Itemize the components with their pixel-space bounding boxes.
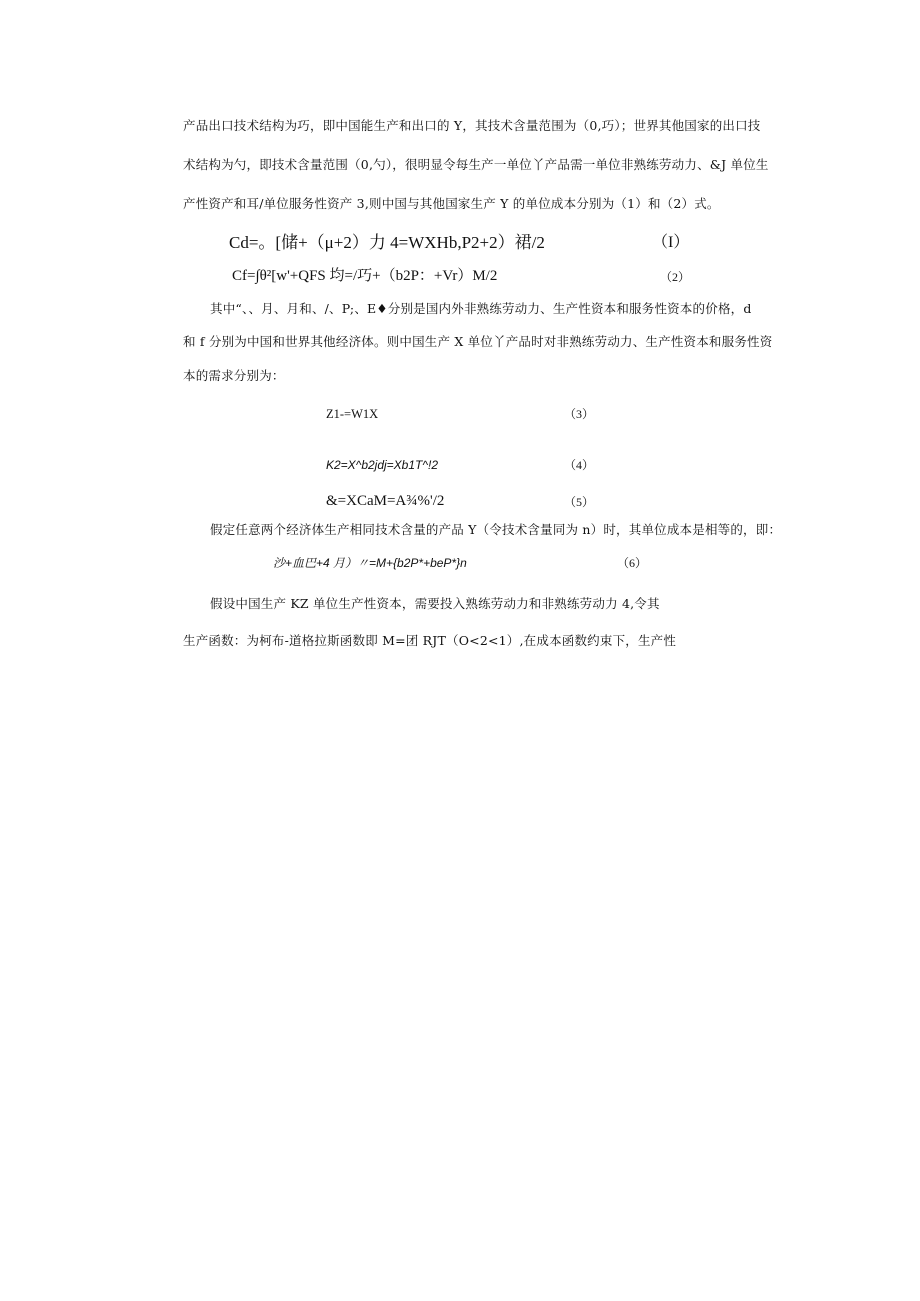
paragraph-2-line-2: 和 f 分别为中国和世界其他经济体。则中国生产 X 单位丫产品时对非熟练劳动力、生产性资本和服务性资	[183, 334, 773, 349]
equation-1-number: （I）	[652, 234, 690, 251]
paragraph-1-line-1: 产品出口技术结构为巧，即中国能生产和出口的 Y，其技术含量范围为（0,巧）；世界其他国家的出口技	[183, 118, 761, 133]
paragraph-1-line-2: 术结构为勺，即技术含量范围（0,勺），很明显令每生产一单位丫产品需一单位非熟练劳动力、&J 单位生	[183, 157, 769, 172]
paragraph-2-line-3: 本的需求分别为：	[183, 368, 285, 383]
equation-6: 沙+血巴+4 月）〃=M+{b2P*+bеP*}n	[273, 556, 467, 570]
equation-5-number: （5）	[564, 495, 595, 509]
equation-1: Cd=。[储+（μ+2）力 4=WXHb,P2+2）裙/2	[229, 233, 545, 252]
equation-6-number: （6）	[617, 556, 648, 570]
equation-3-number: （3）	[564, 407, 595, 421]
equation-2: Cf=∫θ²[w'+QFS 均=/巧+（b2P：+Vr）M/2	[232, 268, 498, 284]
equation-4: K2=X^b2jdj=Xb1T^!2	[326, 458, 439, 472]
paragraph-3-line-1: 假定任意两个经济体生产相同技术含量的产品 Y（令技术含量同为 n）时，其单位成本是相等的，即：	[210, 522, 782, 537]
equation-2-number: （2）	[660, 270, 691, 284]
equation-5: &=XCaM=A¾%'/2	[326, 493, 445, 509]
paragraph-1-line-3: 产性资产和耳/单位服务性资产 3,则中国与其他国家生产 Y 的单位成本分别为（1）和（2）式。	[183, 196, 720, 211]
paragraph-2-line-1: 其中“、、月、月和、/、P;、E♦分别是国内外非熟练劳动力、生产性资本和服务性资本的价格，d	[210, 301, 752, 316]
paragraph-4-line-1: 假设中国生产 KZ 单位生产性资本，需要投入熟练劳动力和非熟练劳动力 4,令其	[210, 596, 660, 611]
equation-4-number: （4）	[564, 458, 595, 472]
equation-3: Z1-=W1X	[326, 407, 379, 421]
paragraph-4-line-2: 生产函数：为柯布-道格拉斯函数即 M=团 RJT（O<2<1）,在成本函数约束下，生产性	[183, 633, 677, 648]
